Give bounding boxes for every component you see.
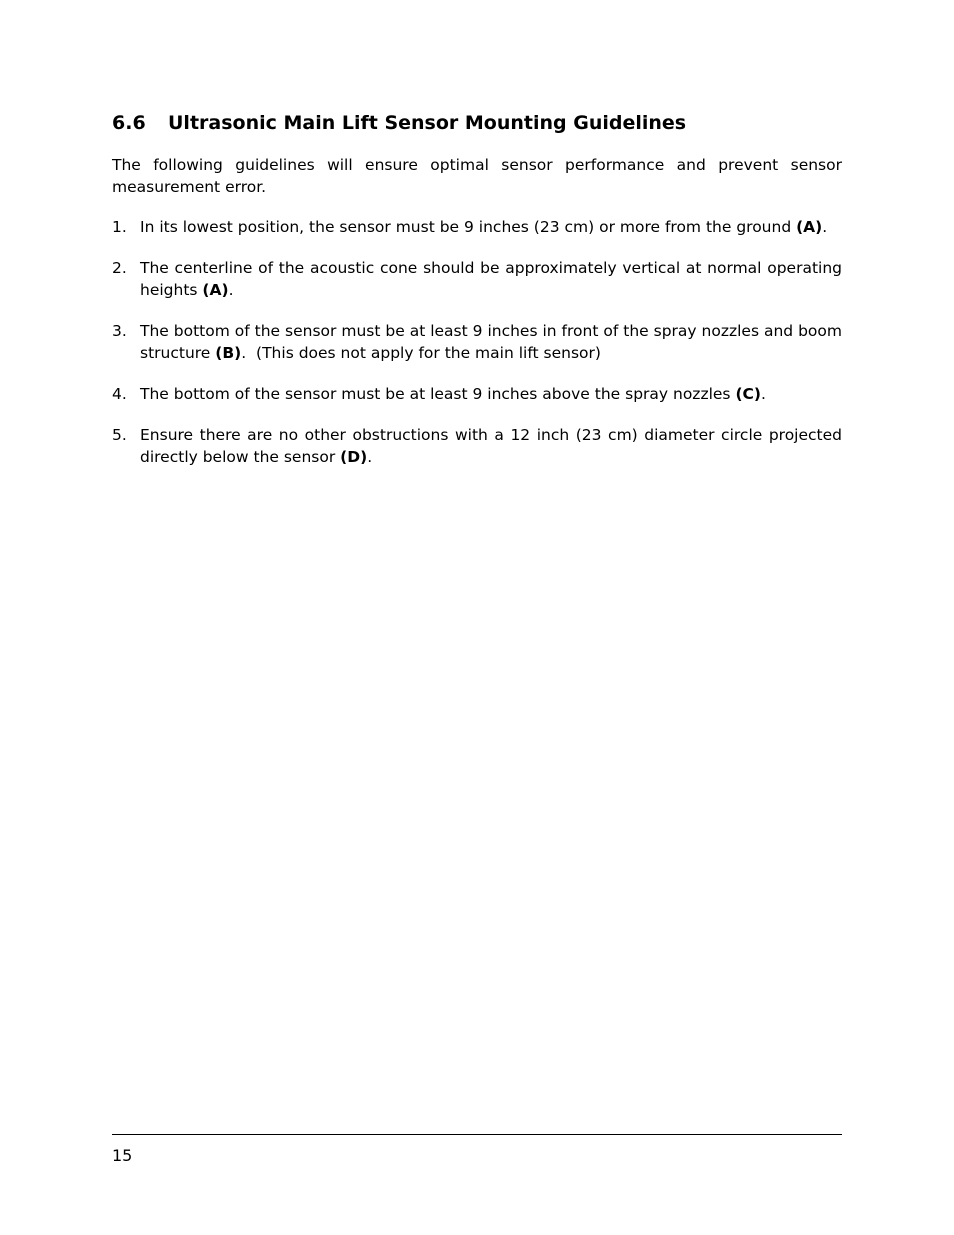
list-item-text: Ensure there are no other obstructions with a 12 inch (23 cm) diameter circle projected directly below the sensor: [140, 426, 842, 466]
list-item: [112, 257, 842, 301]
list-item: [112, 383, 842, 405]
list-item-text: The centerline of the acoustic cone should be approximately vertical at normal operating heights: [140, 259, 842, 299]
list-item-text: In its lowest position, the sensor must be 9 inches (23 cm) or more from the ground: [140, 218, 797, 236]
page-number: 15: [112, 1146, 133, 1165]
figure-reference: (A): [202, 281, 229, 299]
list-marker: 3.: [112, 322, 127, 340]
list-marker: 4.: [112, 385, 127, 403]
list-item: [112, 424, 842, 468]
figure-reference: (A): [796, 218, 823, 236]
list-item-suffix: .: [367, 448, 373, 466]
list-item-text: The bottom of the sensor must be at least 9 inches in front of the spray nozzles and boom structure: [140, 322, 842, 362]
section-number: 6.6: [112, 112, 146, 134]
document-page: [112, 0, 842, 1235]
list-item-suffix: .: [228, 281, 234, 299]
guidelines-list: [112, 216, 842, 487]
list-item-suffix: .: [822, 218, 828, 236]
footer-divider: [112, 1134, 842, 1135]
section-heading: [112, 111, 842, 135]
list-item-suffix: .: [760, 385, 766, 403]
list-item: [112, 216, 842, 238]
list-marker: 1.: [112, 218, 127, 236]
list-item-suffix: . (This does not apply for the main lift sensor): [241, 344, 601, 362]
intro-paragraph: The following guidelines will ensure optimal sensor performance and prevent sensor measurement error.: [112, 156, 842, 196]
figure-reference: (B): [215, 344, 242, 362]
section-title: Ultrasonic Main Lift Sensor Mounting Guidelines: [168, 112, 687, 134]
figure-reference: (D): [340, 448, 368, 466]
list-item-text: The bottom of the sensor must be at least 9 inches above the spray nozzles: [140, 385, 736, 403]
list-marker: 2.: [112, 259, 127, 277]
figure-reference: (C): [735, 385, 761, 403]
list-item: [112, 320, 842, 364]
list-marker: 5.: [112, 426, 127, 444]
